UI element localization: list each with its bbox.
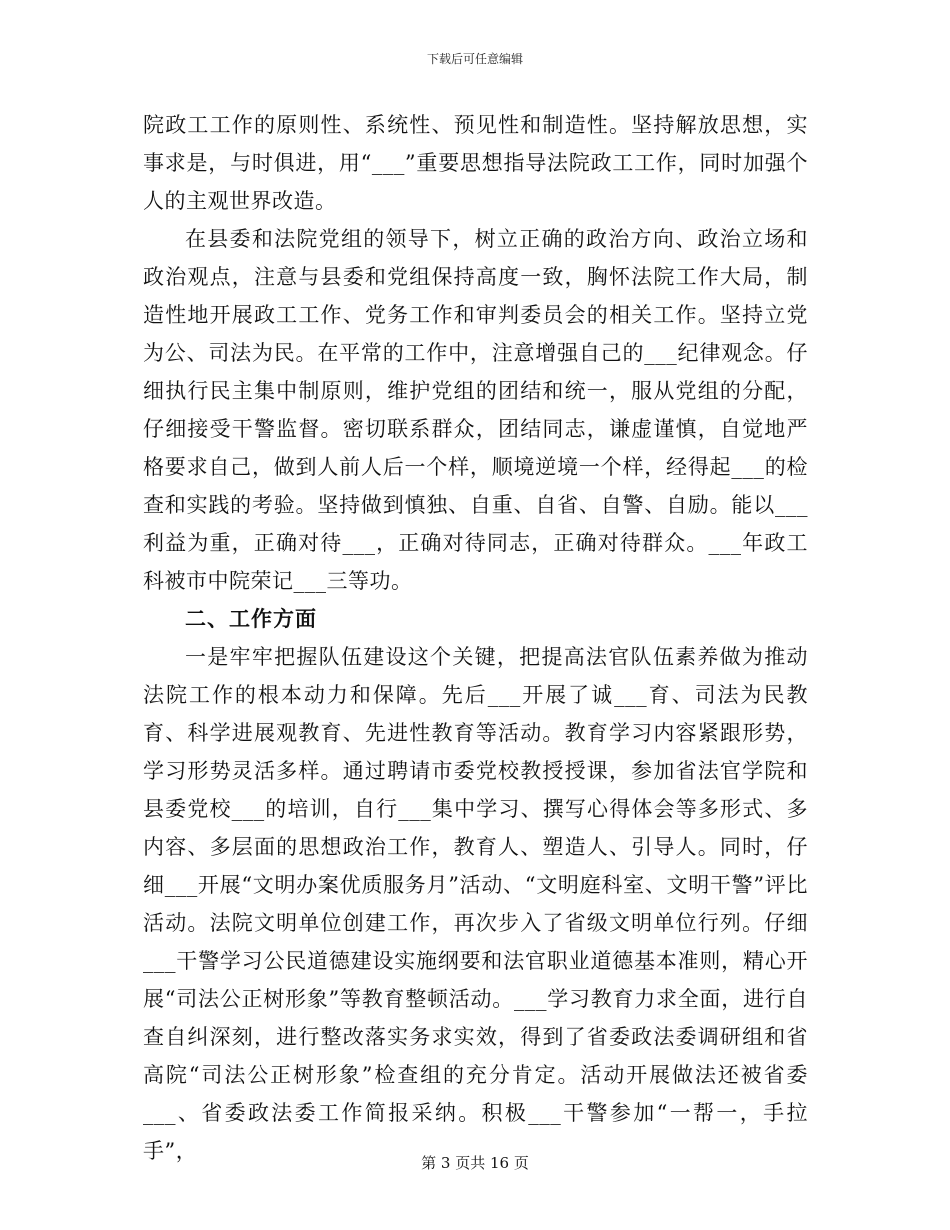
paragraph-team-building: 一是牢牢把握队伍建设这个关键，把提高法官队伍素养做为推动法院工作的根本动力和保障。先后___开展了诚___育、司法为民教育、科学进展观教育、先进性教育等活动。教育学习内容紧跟形势，学习形势灵活多样。通过聘请市委党校教授授课，参加省法官学院和县委党校___的培训，自行___集中学习、撰写心得体会等多形式、多内容、多层面的思想政治工作，教育人、塑造人、引导人。同时，仔细___开展“文明办案优质服务月”活动、“文明庭科室、文明干警”评比活动。法院文明单位创建工作，再次步入了省级文明单位行列。仔细___干警学习公民道德建设实施纲要和法官职业道德基本准则，精心开展“司法公正树形象”等教育整顿活动。___学习教育力求全面，进行自查自纠深刻，进行整改落实务求实效，得到了省委政法委调研组和省高院“司法公正树形象”检查组的充分肯定。活动开展做法还被省委___、省委政法委工作简报采纳。积极___干警参加“一帮一，手拉手”，	[143, 645, 808, 1163]
paragraph-political-conduct: 在县委和法院党组的领导下，树立正确的政治方向、政治立场和政治观点，注意与县委和党组保持高度一致，胸怀法院工作大局，制造性地开展政工工作、党务工作和审判委员会的相关工作。坚持立党为公、司法为民。在平常的工作中，注意增强自己的___纪律观念。仔细执行民主集中制原则，维护党组的团结和统一，服从党组的分配，仔细接受干警监督。密切联系群众，团结同志，谦虚谨慎，自觉地严格要求自己，做到人前人后一个样，顺境逆境一个样，经得起___的检查和实践的考验。坚持做到慎独、自重、自省、自警、自励。能以___利益为重，正确对待___，正确对待同志，正确对待群众。___年政工科被市中院荣记___三等功。	[143, 227, 808, 593]
paragraph-continued: 院政工工作的原则性、系统性、预见性和制造性。坚持解放思想，实事求是，与时俱进，用“___”重要思想指导法院政工工作，同时加强个人的主观世界改造。	[143, 113, 808, 213]
page-header-note: 下载后可任意编辑	[426, 52, 523, 66]
section-heading-work: 二、工作方面	[185, 607, 317, 631]
page-number: 第 3 页共 16 页	[421, 1154, 529, 1172]
document-body	[143, 106, 808, 1170]
